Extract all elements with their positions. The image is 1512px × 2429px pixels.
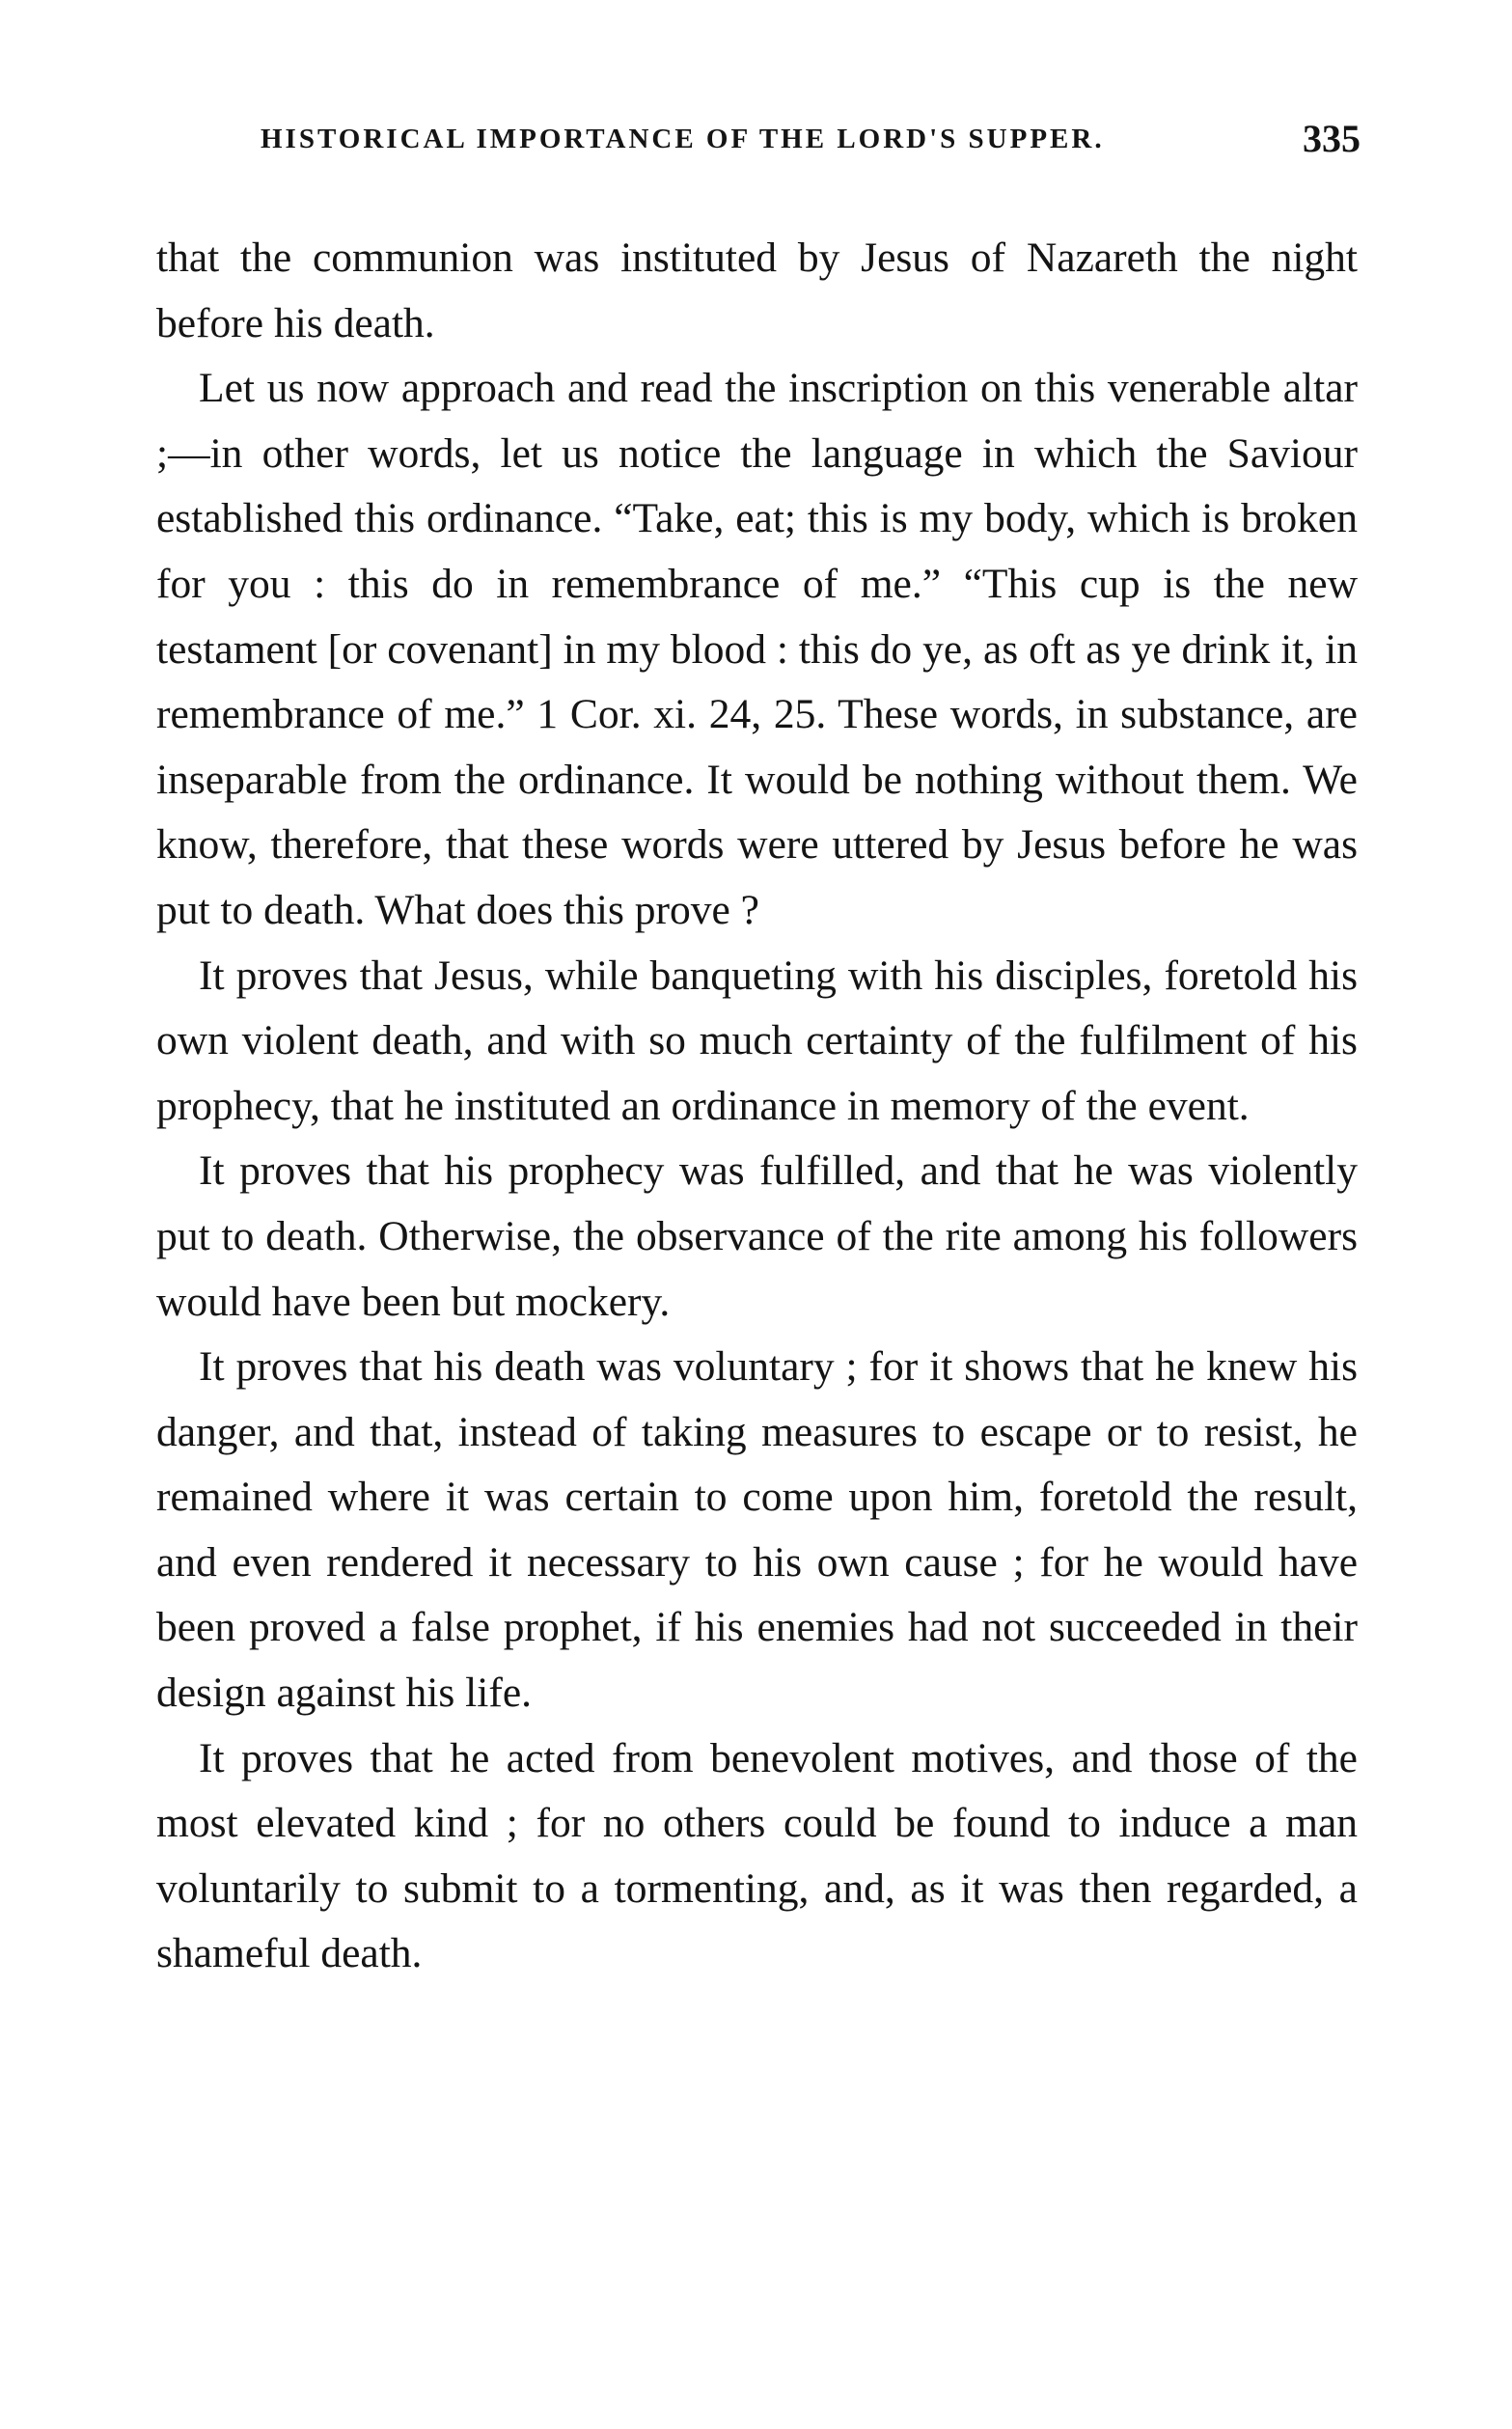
paragraph-inscription: Let us now approach and read the inscription on this venerable altar ;—in other words, let us notice the language in which the Saviour established this ordinance. “Take, eat; this is my body, which is broken for you : this do in remembrance of me.” “This cup is the new testament [or covenant] in my blood : this do ye, as oft as ye drink it, in remembrance of me.” 1 Cor. xi. 24, 25. These words, in substance, are inseparable from the ordinance. It would be nothing without them. We know, therefore, that these words were uttered by Jesus before he was put to death. What does this prove ?: [156, 365, 1358, 933]
paragraph-benevolent: It proves that he acted from benevolent motives, and those of the most elevated kind ; for no others could be found to induce a man voluntarily to submit to a tormenting, and, as it was then regarded, a shameful death.: [156, 1734, 1358, 1977]
body-text: [156, 226, 1358, 1987]
page-number: 335: [1303, 117, 1361, 160]
paragraph-voluntary: It proves that his death was voluntary ; for it shows that he knew his danger, and that, instead of taking measures to escape or to resist, he remained where it was certain to come upon him, foretold the result, and even rendered it necessary to his own cause ; for he would have been proved a false prophet, if his enemies had not succeeded in their design against his life.: [156, 1343, 1358, 1717]
running-title: HISTORICAL IMPORTANCE OF THE LORD'S SUPPER.: [261, 124, 1105, 154]
running-head: [261, 116, 1361, 174]
paragraph-continued: that the communion was instituted by Jesus of Nazareth the night before his death.: [156, 235, 1358, 346]
paragraph-foretold: It proves that Jesus, while banqueting with his disciples, foretold his own violent death, and with so much certainty of the fulfilment of his prophecy, that he instituted an ordinance in memory of the event.: [156, 952, 1358, 1129]
paragraph-fulfilled: It proves that his prophecy was fulfilled, and that he was violently put to death. Otherwise, the observance of the rite among his followers would have been but mockery.: [156, 1147, 1358, 1325]
